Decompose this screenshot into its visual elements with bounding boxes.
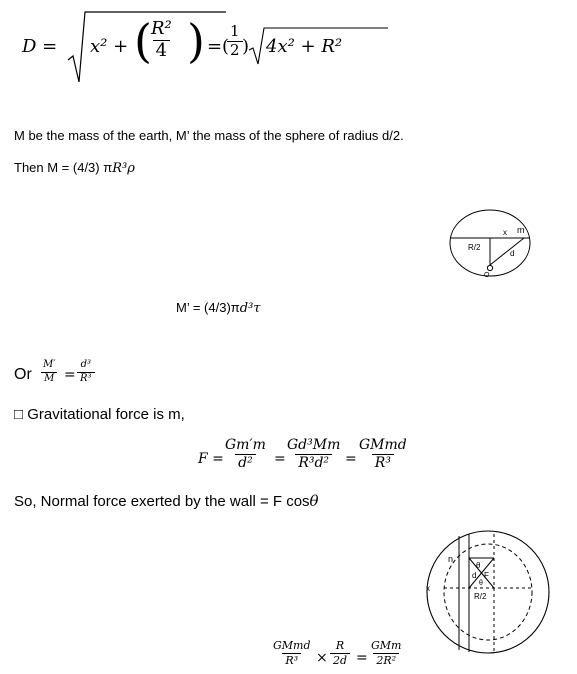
close-paren: ): [187, 14, 205, 68]
final-fraction-1: GMmd R³: [273, 639, 311, 667]
force-lhs: F =: [198, 451, 224, 467]
force-fraction-1: $\frac{Gm'm}{\text{d²}}$: [225, 437, 266, 471]
fig2-label-r2: R/2: [474, 592, 487, 601]
final-fraction-2: $\frac{R}{2d}$: [330, 640, 350, 666]
fig2-outer-circle: [427, 531, 549, 653]
final-times: ×: [316, 650, 328, 666]
force-fraction-3: GMmd R³: [359, 437, 407, 471]
fig1-label-d: d: [510, 249, 515, 258]
fig1-label-x: x: [503, 228, 507, 237]
normal-force-prefix: So, Normal force exerted by the wall = F cos: [14, 493, 310, 510]
fig2-label-n: n: [448, 554, 454, 564]
fig1-label-r2: R/2: [468, 243, 481, 252]
normal-force-theta: θ: [309, 492, 319, 510]
force-equals-1: =: [274, 451, 286, 467]
text-mass-prime: [176, 300, 260, 316]
mass-prime-math: d³τ: [239, 301, 261, 316]
ratio-right-fraction: $\frac{\text{d³}}{\text{R³}}$: [77, 360, 95, 384]
ratio-or: Or: [14, 366, 32, 383]
fig1-distance-line: [490, 238, 524, 265]
text-mass-definition: M be the mass of the earth, M’ the mass of the sphere of radius d/2.: [14, 128, 404, 143]
text-normal-force: [14, 492, 319, 510]
fig2-label-d: d: [472, 571, 477, 580]
fig1-label-o: O: [484, 272, 490, 279]
eq-equals: =: [207, 36, 223, 57]
ratio-equals: =: [64, 367, 76, 383]
final-fraction-3: GMm 2R²: [371, 639, 402, 667]
eq-d-lhs: D =: [22, 36, 58, 57]
mass-prime-prefix: M’ = (4/3)π: [176, 300, 240, 315]
fig1-center-point: [487, 265, 492, 270]
fig2-label-theta1: θ: [476, 561, 481, 570]
ratio-equation: [14, 356, 134, 392]
half-close-paren: ): [242, 36, 250, 57]
figure-sphere-small: [446, 207, 546, 287]
fig2-label-f: F: [484, 571, 489, 580]
text-gravitational-force: □ Gravitational force is m,: [14, 406, 185, 423]
text-mass-of-earth: [14, 160, 135, 176]
fig1-label-m: m: [517, 225, 525, 235]
figure-sphere-large: [424, 526, 552, 656]
final-equation: [270, 640, 420, 674]
r-squared-over-four: $\frac{\text{R²}}{4}$: [151, 18, 172, 61]
force-equation: [198, 436, 418, 480]
half-open-paren: (: [222, 36, 230, 57]
half-fraction: $\frac{1}{2}$: [227, 24, 243, 59]
eq-radicand: 4x² + R²: [266, 36, 343, 57]
force-fraction-2: $\frac{\text{Gd³Mm}}{\text{R³d²}}$: [287, 437, 341, 471]
fig2-label-theta2: θ: [479, 580, 483, 587]
ratio-left-fraction: $\frac{M'}{M}$: [43, 359, 56, 384]
eq-x-squared: x² +: [90, 36, 129, 57]
mass-formula-math: R³ρ: [112, 161, 135, 176]
mass-formula-prefix: Then M = (4/3) π: [14, 160, 113, 175]
open-paren: (: [134, 14, 152, 68]
final-equals: =: [356, 650, 368, 666]
distance-equation: [22, 10, 382, 86]
force-equals-2: =: [345, 451, 357, 467]
fig2-label-x: x: [426, 584, 430, 593]
